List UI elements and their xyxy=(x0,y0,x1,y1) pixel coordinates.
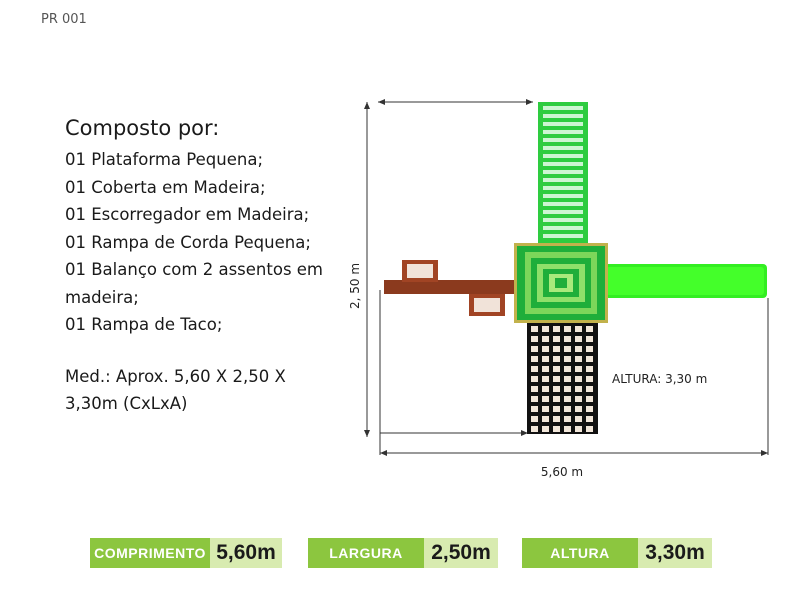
slide-step xyxy=(543,178,583,182)
climbing-hold xyxy=(564,406,571,412)
badge-comprimento xyxy=(90,538,282,568)
slide-step xyxy=(543,138,583,142)
component-item: 01 Escorregador em Madeira; xyxy=(65,205,310,224)
climbing-hold xyxy=(575,356,582,362)
slide-step xyxy=(543,122,583,126)
component-item: 01 Rampa de Corda Pequena; xyxy=(65,232,311,252)
slide-step xyxy=(543,210,583,214)
slide-step xyxy=(543,170,583,174)
slide-step xyxy=(543,146,583,150)
climbing-hold xyxy=(531,416,538,422)
slide-step xyxy=(543,106,583,110)
climbing-hold xyxy=(564,356,571,362)
climbing-hold xyxy=(542,406,549,412)
climbing-hold xyxy=(531,396,538,402)
climbing-hold xyxy=(586,346,593,352)
climbing-hold xyxy=(564,396,571,402)
climbing-hold xyxy=(586,356,593,362)
climbing-hold xyxy=(575,366,582,372)
climbing-hold xyxy=(553,406,560,412)
climbing-hold xyxy=(531,376,538,382)
climbing-hold xyxy=(575,386,582,392)
component-item: 01 Plataforma Pequena; xyxy=(65,150,264,169)
climbing-hold xyxy=(542,366,549,372)
slide-step xyxy=(543,186,583,190)
rope-ramp xyxy=(604,264,767,298)
badge-label: ALTURA xyxy=(522,538,638,568)
climbing-hold xyxy=(553,376,560,382)
climbing-hold xyxy=(586,386,593,392)
climbing-hold xyxy=(531,356,538,362)
climbing-hold xyxy=(575,376,582,382)
slide-step xyxy=(543,218,583,222)
badge-largura xyxy=(308,538,498,568)
climbing-hold xyxy=(553,346,560,352)
climbing-hold xyxy=(564,346,571,352)
climbing-hold xyxy=(586,326,593,332)
climbing-hold xyxy=(531,346,538,352)
climbing-hold xyxy=(531,386,538,392)
slide-step xyxy=(543,130,583,134)
climbing-hold xyxy=(553,326,560,332)
climbing-hold xyxy=(564,336,571,342)
climbing-hold xyxy=(575,416,582,422)
climbing-hold xyxy=(586,376,593,382)
height-label: ALTURA: 3,30 m xyxy=(612,372,708,386)
climbing-hold xyxy=(564,386,571,392)
slide-step xyxy=(543,202,583,206)
climbing-hold xyxy=(531,336,538,342)
badge-altura xyxy=(522,538,712,568)
slide-step xyxy=(543,154,583,158)
climbing-hold xyxy=(553,336,560,342)
climbing-hold xyxy=(564,326,571,332)
climbing-hold xyxy=(553,356,560,362)
climbing-hold xyxy=(575,396,582,402)
width-label: 5,60 m xyxy=(540,465,584,479)
slide-step xyxy=(543,234,583,238)
climbing-hold xyxy=(575,346,582,352)
component-item: 01 Rampa de Taco; xyxy=(65,315,223,334)
badge-value: 3,30m xyxy=(638,538,712,568)
climbing-hold xyxy=(542,376,549,382)
climbing-hold xyxy=(542,426,549,432)
climbing-hold xyxy=(531,326,538,332)
component-item: 01 Coberta em Madeira; xyxy=(65,177,266,197)
climbing-hold xyxy=(553,416,560,422)
climbing-hold xyxy=(564,366,571,372)
swing-beam xyxy=(384,260,518,316)
climbing-hold xyxy=(564,376,571,382)
badge-label: COMPRIMENTO xyxy=(90,538,210,568)
climbing-hold xyxy=(542,416,549,422)
climbing-hold xyxy=(586,336,593,342)
badge-value: 5,60m xyxy=(210,538,282,568)
badge-label: LARGURA xyxy=(308,538,424,568)
climbing-hold xyxy=(553,426,560,432)
badge-value: 2,50m xyxy=(424,538,498,568)
climbing-hold xyxy=(542,386,549,392)
climbing-hold xyxy=(564,416,571,422)
climbing-ramp xyxy=(527,322,598,434)
product-code: PR 001 xyxy=(41,12,87,27)
slide-step xyxy=(543,114,583,118)
climbing-hold xyxy=(575,336,582,342)
climbing-hold xyxy=(586,396,593,402)
climbing-hold xyxy=(575,426,582,432)
climbing-hold xyxy=(553,396,560,402)
slide xyxy=(538,102,588,244)
slide-step xyxy=(543,194,583,198)
climbing-hold xyxy=(542,396,549,402)
climbing-hold xyxy=(553,386,560,392)
climbing-hold xyxy=(542,356,549,362)
climbing-hold xyxy=(542,336,549,342)
climbing-hold xyxy=(586,426,593,432)
climbing-hold xyxy=(542,326,549,332)
climbing-hold xyxy=(531,426,538,432)
platform-roof xyxy=(514,243,608,323)
depth-label: 2, 50 m xyxy=(348,262,362,310)
climbing-hold xyxy=(564,426,571,432)
slide-step xyxy=(543,162,583,166)
climbing-hold xyxy=(531,406,538,412)
climbing-hold xyxy=(575,406,582,412)
climbing-hold xyxy=(553,366,560,372)
approx-measures: Med.: Aprox. 5,60 X 2,50 X 3,30m (CxLxA) xyxy=(65,366,286,413)
climbing-hold xyxy=(586,366,593,372)
climbing-hold xyxy=(586,416,593,422)
slide-step xyxy=(543,226,583,230)
climbing-hold xyxy=(542,346,549,352)
climbing-hold xyxy=(586,406,593,412)
climbing-hold xyxy=(531,366,538,372)
description-title: Composto por: xyxy=(65,116,220,140)
component-item: 01 Balanço com 2 assentos em madeira; xyxy=(65,260,324,307)
climbing-hold xyxy=(575,326,582,332)
